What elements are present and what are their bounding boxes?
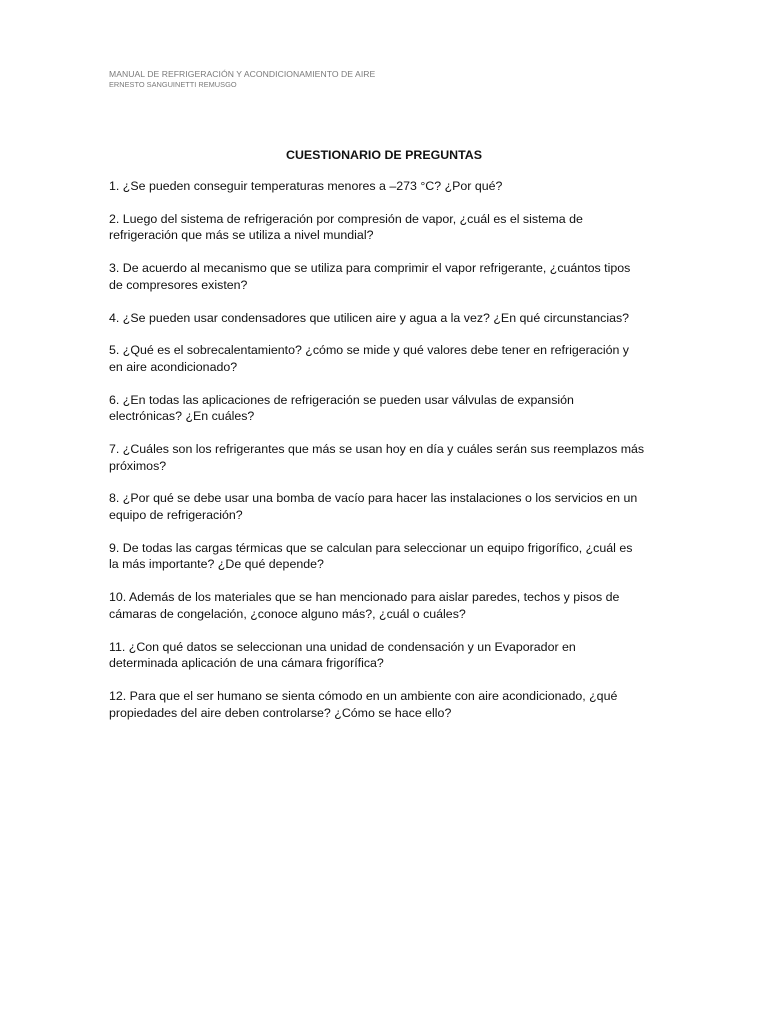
question-item: 8. ¿Por qué se debe usar una bomba de vacío para hacer las instalaciones o los servicios en un equipo de refrigeración?	[109, 491, 638, 523]
running-header	[109, 69, 375, 90]
question-item: 10. Además de los materiales que se han mencionado para aislar paredes, techos y pisos de cámaras de congelación, ¿conoce alguno más?, ¿cuál o cuáles?	[109, 590, 620, 621]
question-item: 9. De todas las cargas térmicas que se calculan para seleccionar un equipo frigorífico, ¿cuál es la más importante? ¿De qué depende?	[109, 540, 633, 572]
question-item: 1. ¿Se pueden conseguir temperaturas menores a –273 °C? ¿Por qué?	[109, 179, 503, 193]
question-item: 11. ¿Con qué datos se seleccionan una unidad de condensación y un Evaporador en determinada aplicación de una cámara frigorífica?	[109, 639, 576, 671]
question-item: 7. ¿Cuáles son los refrigerantes que más se usan hoy en día y cuáles serán sus reemplazos más próximos?	[109, 442, 645, 473]
question-item: 5. ¿Qué es el sobrecalentamiento? ¿cómo se mide y qué valores debe tener en refrigeración y en aire acondicionado?	[109, 343, 629, 374]
document-title: CUESTIONARIO DE PREGUNTAS	[286, 148, 482, 162]
question-item: 6. ¿En todas las aplicaciones de refrigeración se pueden usar válvulas de expansión electrónicas? ¿En cuáles?	[109, 392, 574, 424]
question-item: 12. Para que el ser humano se sienta cómodo en un ambiente con aire acondicionado, ¿qué propiedades del aire deben controlarse? ¿Cómo se hace ello?	[109, 688, 618, 720]
question-item: 4. ¿Se pueden usar condensadores que utilicen aire y agua a la vez? ¿En qué circunstancias?	[109, 310, 630, 325]
question-list	[109, 178, 669, 737]
question-item: 3. De acuerdo al mecanismo que se utiliza para comprimir el vapor refrigerante, ¿cuántos tipos de compresores existen?	[109, 261, 631, 292]
header-manual-title: MANUAL DE REFRIGERACIÓN Y ACONDICIONAMIENTO DE AIRE	[109, 69, 376, 79]
header-author: ERNESTO SANGUINETTI REMUSGO	[109, 80, 237, 89]
question-item: 2. Luego del sistema de refrigeración por compresión de vapor, ¿cuál es el sistema de refrigeración que más se utiliza a nivel mundial?	[109, 211, 583, 243]
